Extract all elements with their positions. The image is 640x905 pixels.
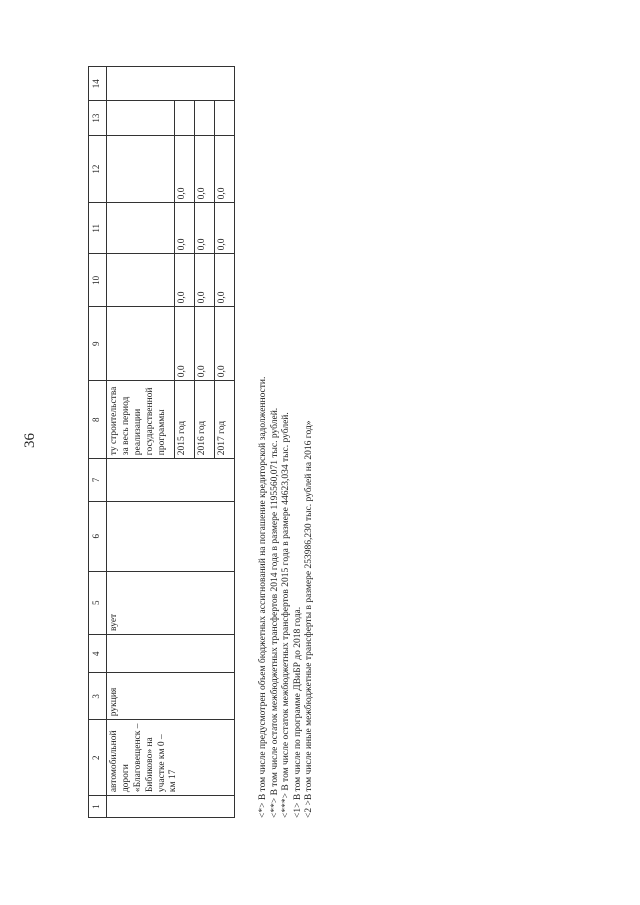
year-label: 2017 год: [215, 381, 235, 459]
header-cell: 6: [89, 501, 107, 571]
value-cell: 0,0: [175, 135, 195, 203]
header-cell: 12: [89, 135, 107, 203]
period-cell: ту строительства за весь период реализации государственной программы: [107, 381, 175, 459]
footnote: <***> В том числе остаток межбюджетных трансфертов 2015 года в размере 44623,034 тыс. рублей.: [281, 412, 292, 818]
header-cell: 13: [89, 101, 107, 135]
table-row-main: [107, 67, 175, 818]
value-cell: 0,0: [215, 254, 235, 307]
value-cell: 0,0: [215, 135, 235, 203]
object-name-cell: автомобильной дороги «Благовещенск – Бибиково» на участке км 0 – км 17: [107, 720, 235, 796]
header-row: [89, 67, 107, 818]
header-cell: 9: [89, 307, 107, 381]
value-cell: 0,0: [175, 203, 195, 254]
footnote: <*> В том числе предусмотрен объем бюджетных ассигнований на погашение кредиторской задолженности.: [258, 376, 268, 818]
year-label: 2015 год: [175, 381, 195, 459]
value-cell: 0,0: [175, 254, 195, 307]
rotated-content: [88, 66, 408, 818]
footnotes: [258, 377, 316, 818]
header-cell: 1: [89, 796, 107, 818]
header-cell: 10: [89, 254, 107, 307]
data-table: [88, 66, 235, 818]
value-cell: 0,0: [195, 203, 215, 254]
footnote: <**> В том числе остаток межбюджетных трансфертов 2014 года в размере 1195560,071 тыс. рублей.: [269, 407, 280, 818]
header-cell: 11: [89, 203, 107, 254]
value-cell: 0,0: [195, 135, 215, 203]
footnote: <1> В том числе по программе ДВиБР до 2018 года.: [292, 606, 303, 818]
value-cell: 0,0: [215, 203, 235, 254]
value-cell: 0,0: [195, 254, 215, 307]
footnote: <2 >В том числе иные межбюджетные трансферты в размере 253986,230 тыс. рублей на 2016 год»: [304, 420, 315, 818]
header-cell: 7: [89, 459, 107, 502]
value-cell: 0,0: [175, 307, 195, 381]
year-label: 2016 год: [195, 381, 215, 459]
header-cell: 14: [89, 67, 107, 101]
header-cell: 3: [89, 673, 107, 720]
header-cell: 8: [89, 381, 107, 459]
status-cell: вует: [107, 571, 235, 634]
header-cell: 5: [89, 571, 107, 634]
header-cell: 4: [89, 634, 107, 672]
value-cell: 0,0: [195, 307, 215, 381]
value-cell: 0,0: [215, 307, 235, 381]
page-number: 36: [22, 433, 38, 448]
header-cell: 2: [89, 720, 107, 796]
work-type-cell: рукция: [107, 673, 235, 720]
